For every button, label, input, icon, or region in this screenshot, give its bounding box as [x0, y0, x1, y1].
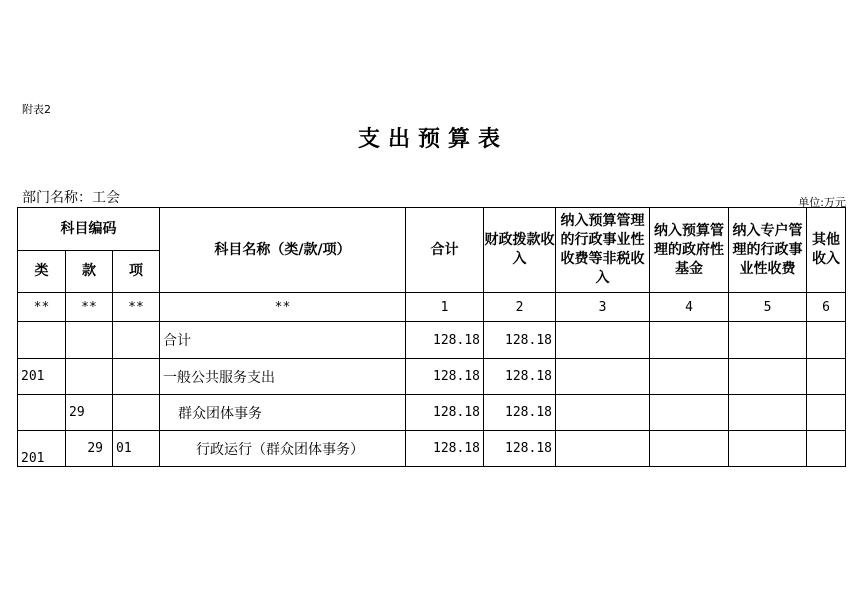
index-cell: **	[66, 293, 113, 322]
cell-total: 128.18	[406, 322, 484, 359]
cell-col2: 128.18	[484, 359, 556, 395]
index-cell: 4	[650, 293, 729, 322]
header-total: 合计	[406, 208, 484, 293]
unit-label: 单位:万元	[798, 196, 846, 209]
cell-col5	[729, 395, 807, 431]
cell-kuan	[66, 359, 113, 395]
cell-xiang	[113, 322, 160, 359]
cell-name: 行政运行（群众团体事务）	[160, 431, 406, 467]
annex-label: 附表2	[22, 103, 51, 116]
cell-name: 群众团体事务	[160, 395, 406, 431]
cell-col4	[650, 431, 729, 467]
table-row	[18, 431, 846, 467]
index-cell: **	[160, 293, 406, 322]
header-code-group: 科目编码	[18, 208, 160, 251]
index-cell: 5	[729, 293, 807, 322]
index-cell: 3	[556, 293, 650, 322]
cell-col5	[729, 322, 807, 359]
cell-kuan: 29	[66, 395, 113, 431]
cell-col6	[807, 359, 846, 395]
index-cell: **	[113, 293, 160, 322]
cell-name: 合计	[160, 322, 406, 359]
cell-col2: 128.18	[484, 395, 556, 431]
cell-total: 128.18	[406, 431, 484, 467]
cell-col5	[729, 431, 807, 467]
header-col2: 财政拨款收入	[484, 208, 556, 293]
cell-kuan	[66, 322, 113, 359]
header-xiang: 项	[113, 251, 160, 293]
header-row-1	[18, 208, 846, 251]
cell-lei	[18, 322, 66, 359]
cell-col2: 128.18	[484, 431, 556, 467]
table-row	[18, 322, 846, 359]
cell-col3	[556, 431, 650, 467]
page-title: 支出预算表	[357, 126, 508, 152]
cell-col4	[650, 322, 729, 359]
header-kuan: 款	[66, 251, 113, 293]
cell-col4	[650, 359, 729, 395]
index-cell: 2	[484, 293, 556, 322]
cell-total: 128.18	[406, 359, 484, 395]
table-row	[18, 359, 846, 395]
cell-col4	[650, 395, 729, 431]
cell-name: 一般公共服务支出	[160, 359, 406, 395]
cell-col3	[556, 395, 650, 431]
index-cell: 1	[406, 293, 484, 322]
cell-total: 128.18	[406, 395, 484, 431]
header-col4: 纳入预算管理的政府性基金	[650, 208, 729, 293]
cell-col5	[729, 359, 807, 395]
index-cell: **	[18, 293, 66, 322]
cell-lei	[18, 395, 66, 431]
cell-kuan: 29	[66, 431, 113, 467]
cell-lei: 201	[18, 431, 66, 467]
department-name: 部门名称：工会	[22, 190, 120, 206]
cell-xiang	[113, 359, 160, 395]
header-name: 科目名称（类/款/项）	[160, 208, 406, 293]
cell-col6	[807, 431, 846, 467]
header-col3: 纳入预算管理的行政事业性收费等非税收入	[556, 208, 650, 293]
cell-col6	[807, 322, 846, 359]
header-lei: 类	[18, 251, 66, 293]
budget-table	[17, 207, 846, 467]
cell-xiang: 01	[113, 431, 160, 467]
cell-col2: 128.18	[484, 322, 556, 359]
cell-col3	[556, 359, 650, 395]
table-row	[18, 395, 846, 431]
header-col6: 其他收入	[807, 208, 846, 293]
index-row	[18, 293, 846, 322]
header-col5: 纳入专户管理的行政事业性收费	[729, 208, 807, 293]
index-cell: 6	[807, 293, 846, 322]
cell-xiang	[113, 395, 160, 431]
cell-col3	[556, 322, 650, 359]
cell-col6	[807, 395, 846, 431]
cell-lei: 201	[18, 359, 66, 395]
